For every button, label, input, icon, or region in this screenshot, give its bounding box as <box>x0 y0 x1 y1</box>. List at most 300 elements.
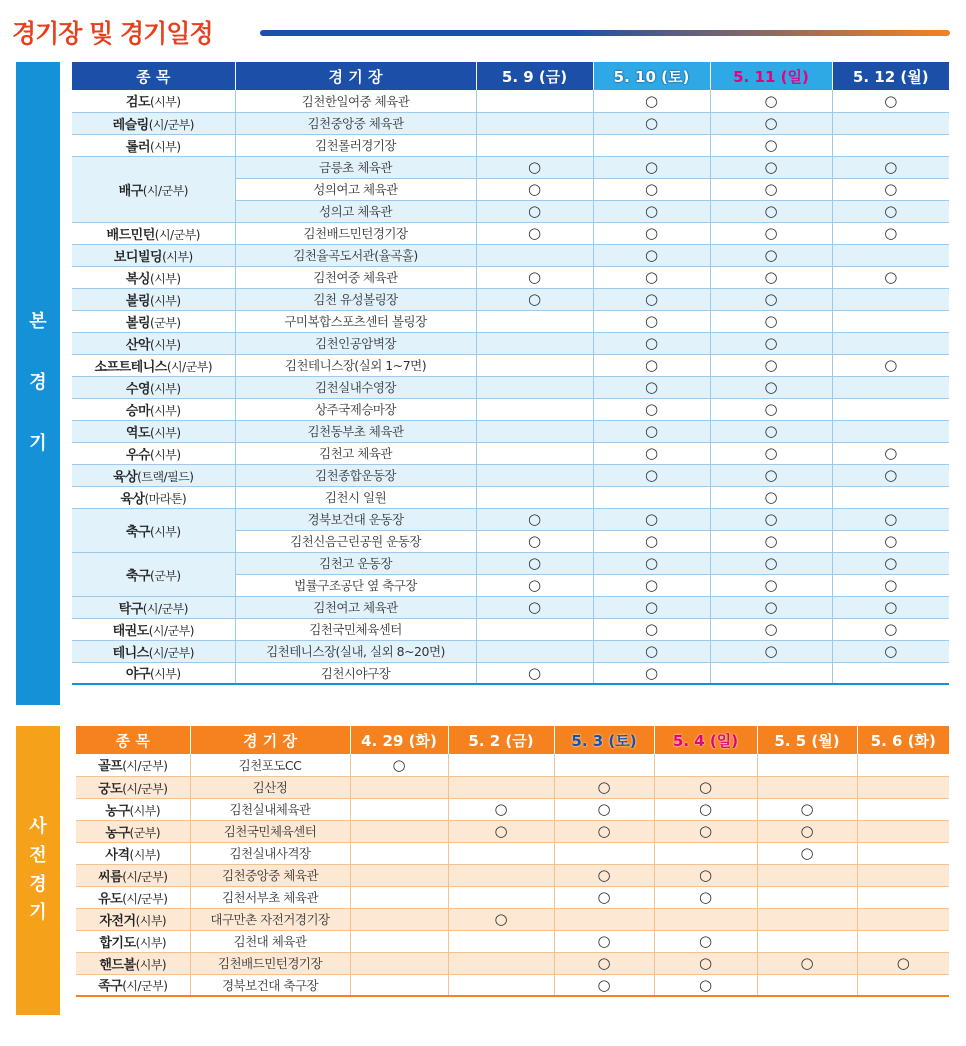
table-row <box>76 974 949 996</box>
venue-cell: 김천국민체육센터 <box>190 820 350 842</box>
schedule-cell <box>350 864 448 886</box>
circle-mark: ○ <box>764 180 778 198</box>
sport-division: (시부) <box>129 847 161 862</box>
schedule-cell <box>832 156 949 178</box>
schedule-cell <box>476 596 593 618</box>
sport-name: 배구 <box>118 183 143 199</box>
schedule-cell <box>593 574 710 596</box>
sport-division: (시부) <box>150 95 181 110</box>
circle-mark: ○ <box>764 158 778 176</box>
sport-division: (시부) <box>135 935 167 950</box>
schedule-cell <box>710 420 832 442</box>
schedule-cell <box>448 820 554 842</box>
schedule-cell <box>832 354 949 376</box>
circle-mark: ○ <box>597 932 611 950</box>
table-row <box>72 244 949 266</box>
venue-cell: 김천동부초 체육관 <box>235 420 476 442</box>
table-row <box>72 662 949 684</box>
circle-mark: ○ <box>597 888 611 906</box>
schedule-cell <box>710 442 832 464</box>
circle-mark: ○ <box>527 554 542 572</box>
circle-mark: ○ <box>698 932 713 950</box>
schedule-cell <box>832 398 949 420</box>
table-row <box>72 376 949 398</box>
table-row <box>72 552 949 574</box>
schedule-cell <box>593 222 710 244</box>
sport-cell <box>72 310 235 332</box>
schedule-cell <box>476 618 593 640</box>
circle-mark: ○ <box>800 954 814 972</box>
table-row <box>72 398 949 420</box>
circle-mark: ○ <box>644 378 659 396</box>
sport-cell <box>72 354 235 376</box>
schedule-cell <box>710 222 832 244</box>
circle-mark: ○ <box>644 334 659 352</box>
sport-division: (시/군부) <box>122 759 168 774</box>
table-row <box>72 464 949 486</box>
sport-name: 소프트테니스 <box>94 359 167 375</box>
sport-cell <box>72 508 235 552</box>
circle-mark: ○ <box>527 576 542 594</box>
schedule-cell <box>593 442 710 464</box>
circle-mark: ○ <box>644 422 659 440</box>
pre-games-label <box>16 726 60 1015</box>
venue-cell: 구미복합스포츠센터 볼링장 <box>235 310 476 332</box>
schedule-cell <box>710 530 832 552</box>
schedule-cell <box>593 398 710 420</box>
schedule-cell <box>857 776 949 798</box>
table-row <box>72 596 949 618</box>
sport-name: 탁구 <box>118 601 143 617</box>
schedule-cell <box>476 442 593 464</box>
schedule-cell <box>857 952 949 974</box>
table-row <box>76 842 949 864</box>
schedule-cell <box>710 464 832 486</box>
venue-cell: 김천 유성볼링장 <box>235 288 476 310</box>
schedule-cell <box>476 266 593 288</box>
circle-mark: ○ <box>644 510 659 528</box>
circle-mark: ○ <box>698 822 713 840</box>
schedule-cell <box>448 798 554 820</box>
circle-mark: ○ <box>800 844 814 862</box>
sport-name: 롤러 <box>125 139 151 155</box>
schedule-cell <box>832 90 949 112</box>
circle-mark: ○ <box>764 334 778 352</box>
pre-header-row <box>76 726 949 754</box>
schedule-cell <box>554 952 654 974</box>
schedule-cell <box>350 886 448 908</box>
title-rule <box>260 30 950 36</box>
schedule-cell <box>757 974 857 996</box>
schedule-cell <box>593 310 710 332</box>
venue-cell: 김천고 체육관 <box>235 442 476 464</box>
schedule-cell <box>832 486 949 508</box>
table-row <box>76 776 949 798</box>
circle-mark: ○ <box>644 91 659 110</box>
circle-mark: ○ <box>698 954 713 972</box>
circle-mark: ○ <box>597 778 611 796</box>
schedule-cell <box>654 908 757 930</box>
sport-cell <box>76 974 190 996</box>
schedule-cell <box>448 886 554 908</box>
sport-name: 궁도 <box>98 781 123 797</box>
schedule-cell <box>448 974 554 996</box>
table-row <box>76 908 949 930</box>
venue-cell: 경북보건대 운동장 <box>235 508 476 530</box>
sport-division: (마라톤) <box>144 491 187 506</box>
sport-cell <box>72 266 235 288</box>
venue-cell: 대구만촌 자전거경기장 <box>190 908 350 930</box>
sport-division: (시부) <box>150 425 181 440</box>
schedule-cell <box>476 178 593 200</box>
sport-division: (시/군부) <box>122 781 168 796</box>
circle-mark: ○ <box>392 755 406 774</box>
sport-cell <box>76 842 190 864</box>
table-row <box>72 222 949 244</box>
sport-cell <box>72 464 235 486</box>
schedule-cell <box>832 134 949 156</box>
venue-cell: 성의고 체육관 <box>235 200 476 222</box>
schedule-cell <box>593 662 710 684</box>
header-sport: 종 목 <box>76 726 190 754</box>
schedule-cell <box>832 662 949 684</box>
table-row <box>72 310 949 332</box>
circle-mark: ○ <box>884 532 898 550</box>
schedule-cell <box>476 244 593 266</box>
schedule-cell <box>593 266 710 288</box>
schedule-cell <box>593 178 710 200</box>
schedule-cell <box>593 640 710 662</box>
schedule-cell <box>832 222 949 244</box>
circle-mark: ○ <box>764 136 778 154</box>
circle-mark: ○ <box>527 180 542 198</box>
sport-division: (시부) <box>135 957 167 972</box>
header-date: 5. 3 (토) <box>554 726 654 754</box>
schedule-cell <box>654 820 757 842</box>
side-label-char: 본 <box>29 311 47 333</box>
circle-mark: ○ <box>764 444 778 462</box>
schedule-cell <box>476 530 593 552</box>
sport-division: (군부) <box>150 568 181 583</box>
sport-cell <box>72 618 235 640</box>
sport-division: (시/군부) <box>154 227 200 242</box>
circle-mark: ○ <box>764 466 778 484</box>
sport-cell <box>76 952 190 974</box>
schedule-cell <box>554 820 654 842</box>
sport-division: (시부) <box>150 403 181 418</box>
schedule-cell <box>554 754 654 776</box>
schedule-cell <box>832 244 949 266</box>
venue-cell: 김천여중 체육관 <box>235 266 476 288</box>
schedule-cell <box>476 112 593 134</box>
header-date: 5. 11 (일) <box>710 62 832 90</box>
circle-mark: ○ <box>800 822 814 840</box>
header-venue: 경 기 장 <box>190 726 350 754</box>
circle-mark: ○ <box>764 224 778 242</box>
header-date: 5. 9 (금) <box>476 62 593 90</box>
main-header-row <box>72 62 949 90</box>
circle-mark: ○ <box>884 158 898 176</box>
sport-division: (시/군부) <box>122 979 168 994</box>
schedule-cell <box>857 908 949 930</box>
circle-mark: ○ <box>644 224 659 242</box>
sport-name: 유도 <box>98 891 123 907</box>
sport-name: 수영 <box>125 381 151 397</box>
circle-mark: ○ <box>698 888 713 906</box>
circle-mark: ○ <box>698 866 713 884</box>
schedule-cell <box>593 200 710 222</box>
sport-name: 사격 <box>105 847 130 863</box>
schedule-cell <box>832 200 949 222</box>
schedule-cell <box>476 376 593 398</box>
sport-cell <box>72 288 235 310</box>
circle-mark: ○ <box>644 576 659 594</box>
schedule-cell <box>554 864 654 886</box>
header-date: 5. 10 (토) <box>593 62 710 90</box>
sport-name: 골프 <box>98 759 123 775</box>
sport-cell <box>72 552 235 596</box>
schedule-cell <box>857 842 949 864</box>
schedule-cell <box>857 820 949 842</box>
sport-name: 농구 <box>105 803 130 819</box>
main-schedule-table <box>72 62 949 685</box>
sport-cell <box>72 640 235 662</box>
circle-mark: ○ <box>644 642 659 660</box>
schedule-cell <box>476 420 593 442</box>
sport-name: 복싱 <box>125 271 151 287</box>
sport-division: (시부) <box>150 381 181 396</box>
circle-mark: ○ <box>764 114 778 132</box>
circle-mark: ○ <box>764 598 778 616</box>
sport-division: (시/군부) <box>148 645 194 660</box>
circle-mark: ○ <box>644 400 659 418</box>
sport-name: 농구 <box>105 825 130 841</box>
venue-cell: 법률구조공단 옆 축구장 <box>235 574 476 596</box>
sport-name: 산악 <box>125 337 151 353</box>
table-row <box>72 90 949 112</box>
sport-division: (시부) <box>150 139 181 154</box>
side-label-char: 전 <box>29 844 47 866</box>
schedule-cell <box>832 530 949 552</box>
venue-cell: 경북보건대 축구장 <box>190 974 350 996</box>
schedule-cell <box>593 530 710 552</box>
circle-mark: ○ <box>644 290 659 308</box>
schedule-cell <box>710 640 832 662</box>
schedule-cell <box>757 842 857 864</box>
circle-mark: ○ <box>527 224 542 242</box>
circle-mark: ○ <box>644 663 659 682</box>
circle-mark: ○ <box>597 800 611 818</box>
circle-mark: ○ <box>644 466 659 484</box>
side-label-char: 사 <box>29 815 47 837</box>
circle-mark: ○ <box>884 466 898 484</box>
circle-mark: ○ <box>527 510 542 528</box>
schedule-cell <box>593 618 710 640</box>
schedule-cell <box>832 552 949 574</box>
sport-name: 역도 <box>125 425 151 441</box>
circle-mark: ○ <box>764 290 778 308</box>
circle-mark: ○ <box>644 312 659 330</box>
sport-name: 태권도 <box>112 623 149 639</box>
circle-mark: ○ <box>764 356 778 374</box>
schedule-cell <box>350 798 448 820</box>
table-row <box>72 134 949 156</box>
circle-mark: ○ <box>527 158 542 176</box>
circle-mark: ○ <box>764 642 778 660</box>
circle-mark: ○ <box>494 910 508 928</box>
table-row <box>76 952 949 974</box>
schedule-cell <box>857 930 949 952</box>
table-row <box>72 332 949 354</box>
schedule-cell <box>476 310 593 332</box>
venue-cell: 김천롤러경기장 <box>235 134 476 156</box>
schedule-cell <box>476 288 593 310</box>
side-label-char: 기 <box>29 432 47 454</box>
circle-mark: ○ <box>884 620 898 638</box>
schedule-cell <box>554 798 654 820</box>
circle-mark: ○ <box>644 246 659 264</box>
schedule-cell <box>857 798 949 820</box>
schedule-cell <box>832 640 949 662</box>
sport-division: (시/군부) <box>122 891 168 906</box>
table-row <box>76 930 949 952</box>
schedule-cell <box>710 244 832 266</box>
venue-cell: 김천중앙중 체육관 <box>235 112 476 134</box>
circle-mark: ○ <box>527 598 542 616</box>
sport-division: (시/군부) <box>148 117 194 132</box>
circle-mark: ○ <box>527 268 542 286</box>
venue-cell: 김천실내사격장 <box>190 842 350 864</box>
schedule-cell <box>757 952 857 974</box>
sport-name: 레슬링 <box>112 117 149 133</box>
circle-mark: ○ <box>644 180 659 198</box>
circle-mark: ○ <box>884 224 898 242</box>
circle-mark: ○ <box>597 954 611 972</box>
schedule-cell <box>476 90 593 112</box>
venue-cell: 김천중앙중 체육관 <box>190 864 350 886</box>
schedule-cell <box>593 376 710 398</box>
schedule-cell <box>593 332 710 354</box>
schedule-cell <box>593 596 710 618</box>
circle-mark: ○ <box>764 422 778 440</box>
venue-cell: 김천실내수영장 <box>235 376 476 398</box>
sport-name: 육상 <box>113 469 138 485</box>
schedule-cell <box>832 596 949 618</box>
schedule-cell <box>857 886 949 908</box>
circle-mark: ○ <box>884 444 898 462</box>
sport-name: 핸드볼 <box>99 957 136 973</box>
schedule-cell <box>710 134 832 156</box>
schedule-cell <box>857 754 949 776</box>
sport-cell <box>72 332 235 354</box>
schedule-cell <box>476 222 593 244</box>
circle-mark: ○ <box>884 510 898 528</box>
circle-mark: ○ <box>644 554 659 572</box>
venue-cell: 금릉초 체육관 <box>235 156 476 178</box>
schedule-cell <box>593 288 710 310</box>
schedule-cell <box>593 552 710 574</box>
schedule-cell <box>476 398 593 420</box>
sport-name: 보디빌딩 <box>113 249 163 265</box>
schedule-cell <box>832 464 949 486</box>
schedule-cell <box>350 974 448 996</box>
sport-name: 볼링 <box>125 293 151 309</box>
schedule-cell <box>593 156 710 178</box>
sport-name: 테니스 <box>112 645 149 661</box>
schedule-cell <box>448 864 554 886</box>
venue-cell: 상주국제승마장 <box>235 398 476 420</box>
schedule-cell <box>710 266 832 288</box>
header-date: 5. 12 (월) <box>832 62 949 90</box>
table-row <box>72 420 949 442</box>
schedule-cell <box>593 134 710 156</box>
sport-cell <box>72 662 235 684</box>
schedule-cell <box>832 574 949 596</box>
schedule-cell <box>710 332 832 354</box>
circle-mark: ○ <box>764 268 778 286</box>
circle-mark: ○ <box>494 800 508 818</box>
schedule-cell <box>593 508 710 530</box>
schedule-cell <box>832 332 949 354</box>
sport-division: (시부) <box>150 293 181 308</box>
schedule-cell <box>476 200 593 222</box>
sport-cell <box>76 820 190 842</box>
schedule-cell <box>654 930 757 952</box>
sport-name: 배드민턴 <box>106 227 155 243</box>
sport-name: 야구 <box>125 667 151 683</box>
schedule-cell <box>710 178 832 200</box>
schedule-cell <box>593 244 710 266</box>
circle-mark: ○ <box>597 975 611 994</box>
schedule-cell <box>554 908 654 930</box>
table-row <box>72 486 949 508</box>
schedule-cell <box>710 90 832 112</box>
side-label-char: 경 <box>29 372 47 394</box>
schedule-cell <box>654 798 757 820</box>
sport-cell <box>72 244 235 266</box>
schedule-cell <box>832 112 949 134</box>
circle-mark: ○ <box>884 356 898 374</box>
venue-cell: 김천테니스장(실내, 실외 8~20면) <box>235 640 476 662</box>
table-row <box>72 640 949 662</box>
circle-mark: ○ <box>764 554 778 572</box>
sport-cell <box>72 112 235 134</box>
schedule-cell <box>857 864 949 886</box>
circle-mark: ○ <box>764 246 778 264</box>
sport-division: (시/군부) <box>142 183 188 198</box>
schedule-cell <box>554 776 654 798</box>
sport-cell <box>76 798 190 820</box>
table-row <box>72 266 949 288</box>
schedule-cell <box>710 200 832 222</box>
sport-division: (시/군부) <box>142 601 188 616</box>
schedule-cell <box>710 486 832 508</box>
schedule-cell <box>593 486 710 508</box>
schedule-cell <box>593 112 710 134</box>
schedule-cell <box>710 376 832 398</box>
schedule-cell <box>832 508 949 530</box>
schedule-cell <box>832 618 949 640</box>
schedule-cell <box>476 640 593 662</box>
sport-division: (군부) <box>150 315 181 330</box>
schedule-cell <box>832 266 949 288</box>
schedule-cell <box>654 886 757 908</box>
schedule-cell <box>448 754 554 776</box>
table-row <box>72 112 949 134</box>
circle-mark: ○ <box>764 202 778 220</box>
venue-cell: 김산정 <box>190 776 350 798</box>
schedule-cell <box>832 442 949 464</box>
